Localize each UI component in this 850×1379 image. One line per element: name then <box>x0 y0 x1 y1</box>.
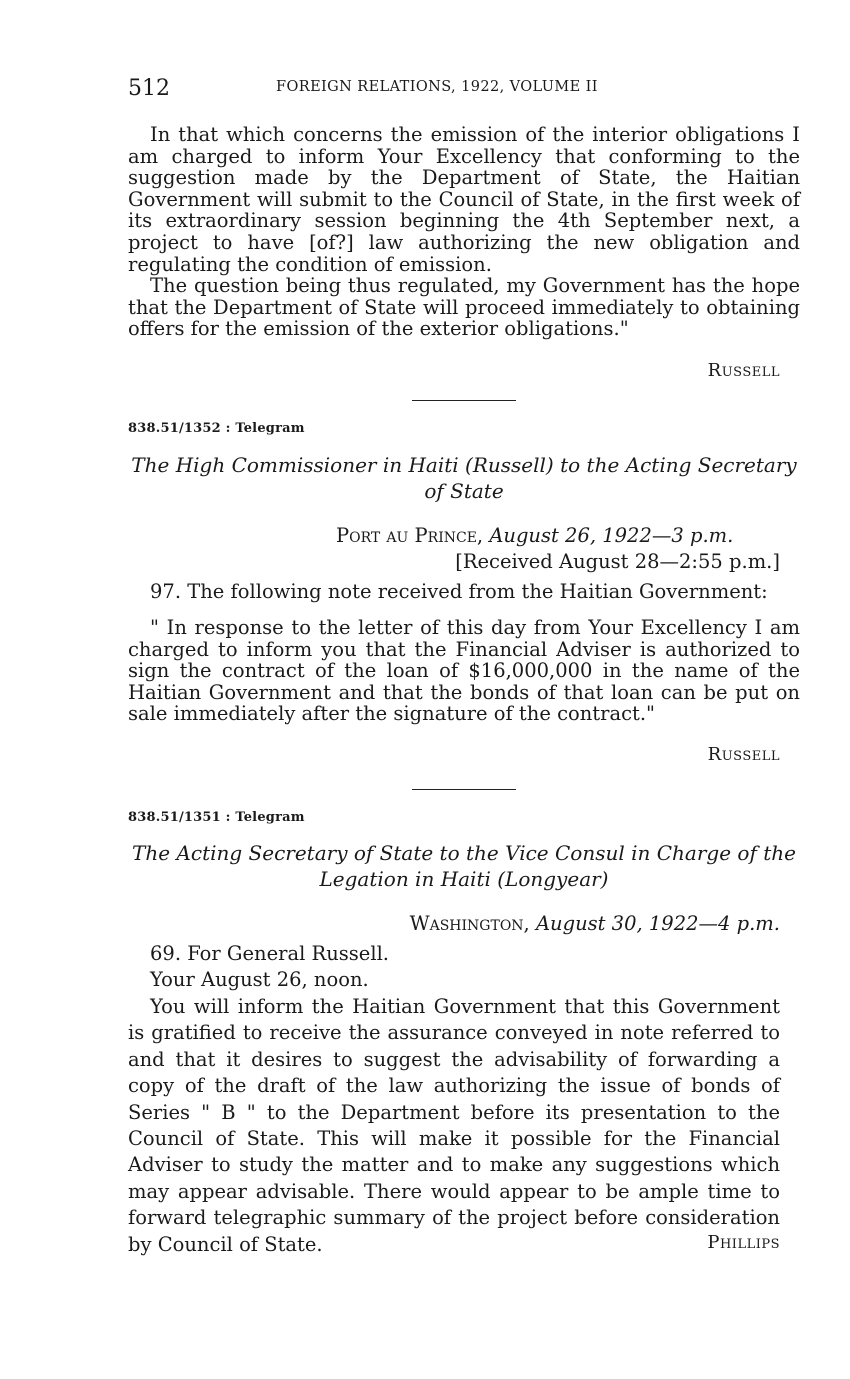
doc3-line1: 69. For General Russell. <box>150 942 389 965</box>
page-number: 512 <box>128 76 170 101</box>
doc3-title-line1: The Acting Secretary of State to the Vice Consul in Charge of the <box>132 841 796 865</box>
doc2-received: [Received August 28—2:55 p.m.] <box>455 550 780 573</box>
section-divider <box>412 400 516 401</box>
doc2-file-reference: 838.51/1352 : Telegram <box>128 421 305 436</box>
doc2-intro: 97. The following note received from the Haitian Government: <box>150 580 768 603</box>
doc1-signature: Russell <box>707 360 780 381</box>
doc2-date: August 26, 1922—3 p.m. <box>489 524 734 547</box>
doc3-title-line2: Legation in Haiti (Longyear) <box>319 867 609 891</box>
doc2-title-line1: The High Commissioner in Haiti (Russell) to the Acting Secretary <box>131 453 797 477</box>
doc1-continuation <box>128 124 800 340</box>
doc2-title-line2: of State <box>424 479 504 503</box>
running-title: FOREIGN RELATIONS, 1922, VOLUME II <box>276 79 598 95</box>
doc3-place: Washington, <box>409 912 530 935</box>
doc3-dateline <box>410 912 780 935</box>
doc3-body: You will inform the Haitian Government that this Government is gratified to receive the assurance conveyed in note referred to and that it desires to suggest the advisability of forwarding a copy of the draft of the law authorizing the issue of bonds of Series " B " to the Department before its presentation to the Council of State. This will make it possible for the Financial Adviser to study the matter and to make any suggestions which may appear advisable. There would appear to be ample time to forward telegraphic summary of the project before consideration by Council of State. <box>128 995 780 1256</box>
doc2-quote-block <box>128 617 800 725</box>
doc2-dateline <box>336 524 733 547</box>
doc3-body-block <box>128 994 780 1258</box>
doc2-place: Port au Prince, <box>336 524 484 547</box>
doc3-signature: Phillips <box>707 1232 780 1253</box>
doc3-title <box>128 840 800 892</box>
doc1-para2: The question being thus regulated, my Government has the hope that the Department of State will proceed immediately to obtaining offers for the emission of the exterior obligations." <box>128 274 800 341</box>
doc2-quote: " In response to the letter of this day from Your Excellency I am charged to inform you that the Financial Adviser is authorized to sign the contract of the loan of $16,000,000 in the name of the Haitian Government and that the bonds of that loan can be put on sale immediately after the signature of the contract." <box>128 616 800 726</box>
doc3-file-reference: 838.51/1351 : Telegram <box>128 810 305 825</box>
doc2-signature: Russell <box>707 744 780 765</box>
doc2-title <box>128 452 800 504</box>
doc3-line2: Your August 26, noon. <box>150 968 369 991</box>
section-divider <box>412 789 516 790</box>
doc3-date: August 30, 1922—4 p.m. <box>535 912 780 935</box>
doc1-para1: In that which concerns the emission of the interior obligations I am charged to inform Your Excellency that conforming to the suggestion made by the Department of State, the Haitian Government will submit to the Council of State, in the first week of its extraordinary session beginning the 4th September next, a project to have [of?] law authorizing the new obligation and regulating the condition of emission. <box>128 123 800 276</box>
